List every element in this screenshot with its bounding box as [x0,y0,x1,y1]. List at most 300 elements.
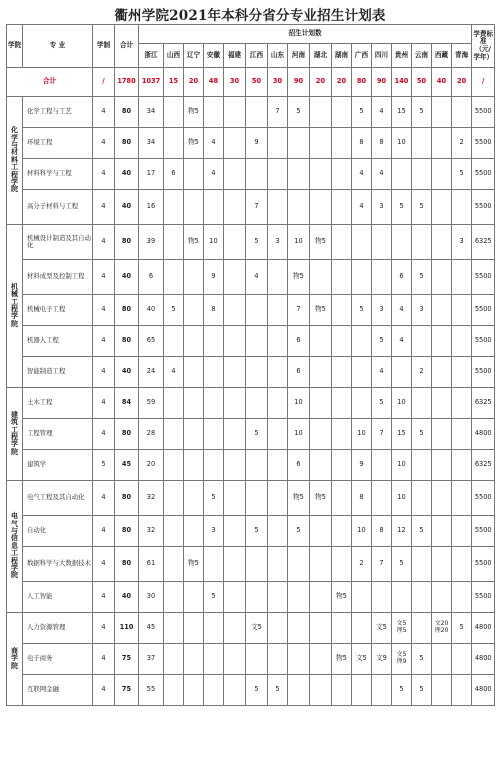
province-quota [332,295,352,326]
province-quota [268,260,288,295]
major-name: 电气工程及其自动化 [23,481,93,516]
province-quota [268,450,288,481]
province-quota [184,388,204,419]
province-quota [224,582,246,613]
province-quota: 物5 [184,225,204,260]
province-quota [246,295,268,326]
province-quota [332,225,352,260]
province-quota [452,516,472,547]
province-quota [184,159,204,190]
table-row [7,295,495,326]
province-quota: 30 [139,582,164,613]
summary-value: 48 [204,68,224,97]
province-quota [310,675,332,706]
province-quota: 物5 [184,128,204,159]
table-row [7,128,495,159]
table-row [7,225,495,260]
enrollment-plan-table [6,24,495,706]
header-province: 河南 [288,44,310,68]
province-quota [184,260,204,295]
major-name: 电子商务 [23,644,93,675]
province-quota [432,450,452,481]
province-quota [164,97,184,128]
province-quota: 5 [412,516,432,547]
province-quota [246,97,268,128]
province-quota: 3 [268,225,288,260]
province-quota: 3 [372,295,392,326]
province-quota: 4 [372,357,392,388]
province-quota [392,582,412,613]
fee-cell: 6325 [472,225,495,260]
province-quota [164,128,184,159]
summary-fee: / [472,68,495,97]
province-quota: 39 [139,225,164,260]
total-cell: 80 [115,547,139,582]
major-name: 土木工程 [23,388,93,419]
duration-cell: 4 [93,644,115,675]
fee-cell: 5500 [472,481,495,516]
province-quota [432,516,452,547]
province-quota [224,159,246,190]
fee-cell: 4800 [472,675,495,706]
table-row [7,644,495,675]
province-quota: 4 [164,357,184,388]
province-quota [204,419,224,450]
province-quota: 物5 [184,97,204,128]
province-quota [224,225,246,260]
header-province: 湖北 [310,44,332,68]
province-quota: 3 [412,295,432,326]
province-quota: 文20 理20 [432,613,452,644]
province-quota [432,481,452,516]
province-quota [268,419,288,450]
province-quota [372,481,392,516]
summary-value: 1037 [139,68,164,97]
province-quota [310,450,332,481]
province-quota [184,613,204,644]
province-quota [224,450,246,481]
duration-cell: 4 [93,675,115,706]
province-quota [164,190,184,225]
province-quota [332,388,352,419]
province-quota: 10 [352,419,372,450]
fee-cell: 5500 [472,582,495,613]
province-quota [392,225,412,260]
province-quota [204,613,224,644]
summary-total: 1780 [115,68,139,97]
province-quota [268,159,288,190]
province-quota [412,450,432,481]
province-quota: 文5 [246,613,268,644]
province-quota [268,357,288,388]
province-quota: 9 [352,450,372,481]
province-quota [452,547,472,582]
province-quota: 4 [352,190,372,225]
province-quota: 59 [139,388,164,419]
province-quota [268,326,288,357]
province-quota: 文5 [352,644,372,675]
province-quota [332,516,352,547]
province-quota [452,357,472,388]
province-quota [268,613,288,644]
province-quota: 34 [139,97,164,128]
province-quota [372,675,392,706]
header-province: 青海 [452,44,472,68]
header-province: 山西 [164,44,184,68]
province-quota [310,97,332,128]
province-quota: 10 [288,225,310,260]
province-quota: 32 [139,481,164,516]
total-cell: 40 [115,260,139,295]
province-quota: 5 [452,613,472,644]
province-quota [452,295,472,326]
province-quota: 9 [204,260,224,295]
province-quota [164,613,184,644]
province-quota [452,644,472,675]
province-quota: 5 [352,295,372,326]
province-quota: 24 [139,357,164,388]
duration-cell: 4 [93,547,115,582]
province-quota [432,190,452,225]
province-quota [164,326,184,357]
duration-cell: 4 [93,357,115,388]
total-cell: 80 [115,516,139,547]
province-quota [412,128,432,159]
school-name-text: 电气与信息工程学院 [11,512,18,580]
province-quota [288,582,310,613]
province-quota: 5 [288,516,310,547]
province-quota [224,128,246,159]
province-quota [412,388,432,419]
major-name: 自动化 [23,516,93,547]
province-quota [310,582,332,613]
province-quota: 文9 [372,644,392,675]
province-quota [204,450,224,481]
province-quota [246,326,268,357]
province-quota [204,190,224,225]
summary-value: 80 [352,68,372,97]
province-quota [332,357,352,388]
header-province: 四川 [372,44,392,68]
province-quota: 10 [288,388,310,419]
page-title: 衢州学院2021年本科分省分专业招生计划表 [114,8,386,24]
province-quota: 7 [268,97,288,128]
province-quota: 34 [139,128,164,159]
duration-cell: 4 [93,159,115,190]
header-province: 云南 [412,44,432,68]
province-quota: 文5 理5 [392,613,412,644]
province-quota [224,516,246,547]
header-province: 浙江 [139,44,164,68]
province-quota: 10 [392,481,412,516]
header-province: 山东 [268,44,288,68]
province-quota: 7 [246,190,268,225]
province-quota: 5 [246,516,268,547]
summary-value: 30 [268,68,288,97]
fee-cell: 5500 [472,357,495,388]
fee-cell: 5500 [472,128,495,159]
province-quota [204,357,224,388]
province-quota: 61 [139,547,164,582]
province-quota [164,547,184,582]
fee-cell: 5500 [472,326,495,357]
province-quota: 5 [204,582,224,613]
province-quota [268,388,288,419]
fee-cell: 5500 [472,97,495,128]
total-cell: 110 [115,613,139,644]
province-quota [268,295,288,326]
province-quota: 37 [139,644,164,675]
province-quota [332,450,352,481]
province-quota [310,260,332,295]
province-quota [184,326,204,357]
province-quota [332,190,352,225]
province-quota: 5 [412,97,432,128]
province-quota: 5 [246,419,268,450]
province-quota [310,128,332,159]
province-quota [288,547,310,582]
province-quota: 8 [372,516,392,547]
total-cell: 75 [115,644,139,675]
summary-label: 合计 [7,68,93,97]
province-quota [184,357,204,388]
total-cell: 80 [115,97,139,128]
summary-duration: / [93,68,115,97]
province-quota [332,326,352,357]
province-quota [432,225,452,260]
fee-cell: 5500 [472,190,495,225]
province-quota [224,97,246,128]
province-quota [224,190,246,225]
province-quota [184,675,204,706]
total-cell: 80 [115,128,139,159]
total-cell: 45 [115,450,139,481]
fee-cell: 5500 [472,516,495,547]
province-quota [224,295,246,326]
province-quota [268,547,288,582]
province-quota: 15 [392,419,412,450]
province-quota [246,644,268,675]
province-quota [310,419,332,450]
province-quota [224,326,246,357]
province-quota [164,516,184,547]
province-quota: 6 [288,450,310,481]
province-quota [310,190,332,225]
total-cell: 40 [115,582,139,613]
province-quota [246,388,268,419]
major-name: 互联网金融 [23,675,93,706]
province-quota [372,260,392,295]
total-cell: 80 [115,481,139,516]
province-quota: 物5 [310,295,332,326]
fee-cell: 6325 [472,388,495,419]
header-school: 学院 [7,25,23,68]
province-quota: 4 [392,326,412,357]
province-quota: 6 [288,326,310,357]
province-quota: 8 [372,128,392,159]
fee-cell: 6325 [472,450,495,481]
province-quota [224,388,246,419]
table-row [7,97,495,128]
province-quota [352,357,372,388]
province-quota [310,159,332,190]
province-quota: 5 [412,260,432,295]
province-quota [332,613,352,644]
school-name [7,97,23,225]
table-row [7,357,495,388]
province-quota [246,159,268,190]
province-quota [432,357,452,388]
duration-cell: 4 [93,388,115,419]
province-quota [352,260,372,295]
province-quota: 9 [246,128,268,159]
province-quota: 40 [139,295,164,326]
province-quota [164,225,184,260]
summary-value: 40 [432,68,452,97]
province-quota: 17 [139,159,164,190]
province-quota [432,159,452,190]
table-row [7,675,495,706]
table-row [7,190,495,225]
province-quota: 4 [372,97,392,128]
province-quota [164,260,184,295]
province-quota: 5 [372,388,392,419]
province-quota [164,582,184,613]
province-quota: 4 [392,295,412,326]
province-quota [164,419,184,450]
province-quota: 文5 理9 [392,644,412,675]
province-quota [372,450,392,481]
duration-cell: 4 [93,128,115,159]
province-quota: 10 [288,419,310,450]
province-quota: 4 [204,159,224,190]
province-quota [184,295,204,326]
summary-value: 50 [412,68,432,97]
total-cell: 80 [115,419,139,450]
province-quota: 5 [372,326,392,357]
summary-value: 20 [332,68,352,97]
duration-cell: 4 [93,190,115,225]
province-quota [224,675,246,706]
duration-cell: 4 [93,260,115,295]
summary-value: 90 [372,68,392,97]
province-quota [204,326,224,357]
province-quota [184,644,204,675]
province-quota [268,516,288,547]
province-quota: 5 [412,675,432,706]
summary-value: 90 [288,68,310,97]
province-quota [310,388,332,419]
province-quota [372,582,392,613]
province-quota: 6 [164,159,184,190]
province-quota: 物5 [310,481,332,516]
province-quota [332,675,352,706]
province-quota [204,547,224,582]
major-name: 环境工程 [23,128,93,159]
province-quota [288,128,310,159]
province-quota: 物5 [288,481,310,516]
province-quota [164,450,184,481]
duration-cell: 4 [93,582,115,613]
province-quota [412,225,432,260]
major-name: 智能制造工程 [23,357,93,388]
province-quota [246,450,268,481]
fee-cell: 5500 [472,547,495,582]
major-name: 机械设计制造及其自动化 [23,225,93,260]
duration-cell: 4 [93,516,115,547]
province-quota [184,481,204,516]
fee-cell: 4800 [472,644,495,675]
duration-cell: 4 [93,326,115,357]
province-quota [332,547,352,582]
province-quota: 3 [452,225,472,260]
province-quota [412,613,432,644]
province-quota: 物5 [310,225,332,260]
province-quota: 5 [268,675,288,706]
province-quota [372,225,392,260]
duration-cell: 4 [93,613,115,644]
province-quota: 8 [352,128,372,159]
major-name: 人工智能 [23,582,93,613]
province-quota [224,357,246,388]
province-quota [246,357,268,388]
province-quota [432,644,452,675]
province-quota: 5 [164,295,184,326]
province-quota [310,516,332,547]
province-quota [288,613,310,644]
province-quota [184,190,204,225]
total-cell: 40 [115,159,139,190]
province-quota [432,260,452,295]
school-name [7,481,23,613]
table-row [7,582,495,613]
province-quota [352,675,372,706]
header-province: 江西 [246,44,268,68]
duration-cell: 4 [93,295,115,326]
province-quota: 5 [412,644,432,675]
summary-value: 20 [452,68,472,97]
province-quota [412,481,432,516]
province-quota [412,326,432,357]
total-cell: 75 [115,675,139,706]
header-province: 福建 [224,44,246,68]
total-cell: 40 [115,190,139,225]
province-quota [452,481,472,516]
table-row [7,388,495,419]
duration-cell: 4 [93,481,115,516]
table-row [7,260,495,295]
province-quota [164,388,184,419]
province-quota [204,388,224,419]
province-quota: 物5 [332,582,352,613]
province-quota: 28 [139,419,164,450]
province-quota [432,582,452,613]
header-fee: 学费标准（元/学年） [472,25,495,68]
province-quota [352,326,372,357]
province-quota: 32 [139,516,164,547]
table-body [7,68,495,706]
major-name: 工程管理 [23,419,93,450]
province-quota: 3 [204,516,224,547]
province-quota [224,260,246,295]
major-name: 高分子材料与工程 [23,190,93,225]
province-quota [184,516,204,547]
province-quota [352,388,372,419]
province-quota [224,613,246,644]
summary-value: 50 [246,68,268,97]
table-row [7,450,495,481]
province-quota [184,419,204,450]
